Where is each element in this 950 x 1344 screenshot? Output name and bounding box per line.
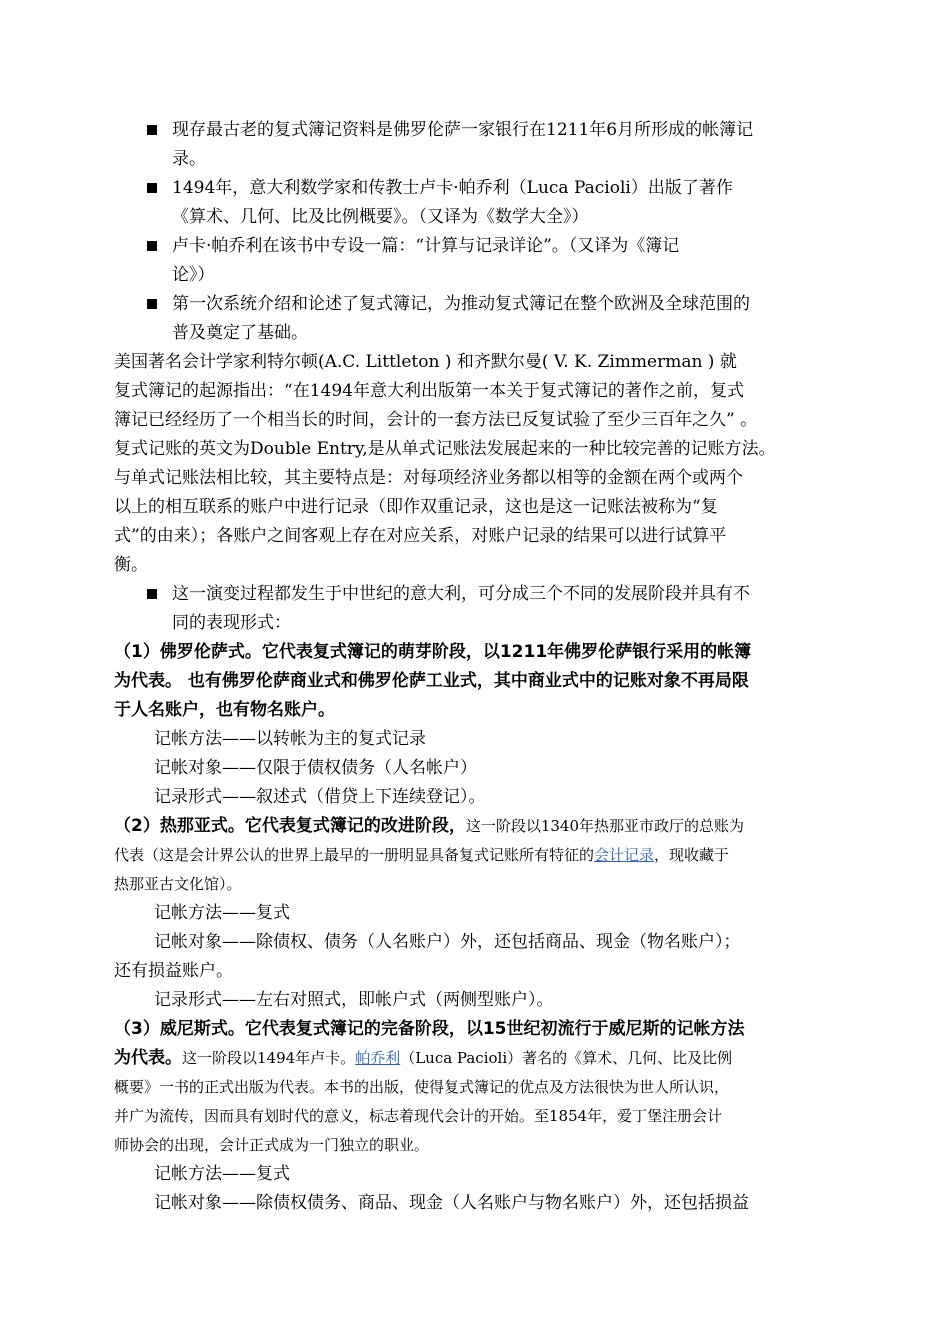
document-body (114, 116, 837, 1218)
stage3-line: 师协会的出现，会计正式成为一门独立的职业。 (114, 1136, 430, 1154)
stage2-line: 热那亚古文化馆）。 (114, 875, 242, 893)
bullet-line (114, 116, 837, 145)
stage1-heading: （1）佛罗伦萨式。它代表复式簿记的萌芽阶段，以1211年佛罗伦萨银行采用的帐簿 (114, 642, 752, 662)
bullet-line (114, 290, 837, 319)
stage3-line: 概要》一书的正式出版为代表。本书的出版，使得复式簿记的优点及方法很快为世人所认识， (114, 1078, 730, 1096)
bullet-text: 第一次系统介绍和论述了复式簿记，为推动复式簿记在整个欧洲及全球范围的 (172, 294, 750, 314)
bullet-line (114, 232, 837, 261)
paragraph-line: 美国著名会计学家利特尔顿(A.C. Littleton ) 和齐默尔曼( V. K. Zimmerman ) 就 (114, 352, 737, 372)
paragraph-line: 簿记已经经历了一个相当长的时间，会计的一套方法已反复试验了至少三百年之久” 。 (114, 410, 758, 430)
stage3-item: 记帐对象——除债权债务、商品、现金（人名账户与物名账户）外，还包括损益 (154, 1193, 749, 1213)
stage3-heading: （3）威尼斯式。它代表复式簿记的完备阶段，以15世纪初流行于威尼斯的记帐方法 (114, 1019, 745, 1039)
stage2-item: 记帐对象——除债权、债务（人名账户）外，还包括商品、现金（物名账户）； (154, 932, 741, 952)
stage2-heading (114, 812, 837, 841)
bullet-text: 现存最古老的复式簿记资料是佛罗伦萨一家银行在1211年6月所形成的帐簿记 (172, 120, 754, 140)
paragraph-line: 与单式记账法相比较，其主要特点是：对每项经济业务都以相等的金额在两个或两个 (114, 468, 743, 488)
bullet-text: 卢卡·帕乔利在该书中专设一篇：“计算与记录详论”。（又译为《簿记 (172, 236, 680, 256)
stage3-heading-bold: 为代表。 (114, 1048, 182, 1068)
bullet-line (114, 580, 837, 609)
bullet-continuation: 录。 (172, 149, 206, 169)
stage2-text: 代表（这是会计界公认的世界上最早的一册明显具备复式记账所有特征的 (114, 846, 595, 864)
stage2-item-continuation: 还有损益账户。 (114, 961, 233, 981)
bullet-continuation: 《算术、几何、比及比例概要》。（又译为《数学大全》） (172, 207, 589, 227)
paragraph-line: 复式记账的英文为Double Entry,是从单式记账法发展起来的一种比较完善的记账方法。 (114, 439, 776, 459)
pacioli-link[interactable]: 帕乔利 (355, 1049, 401, 1067)
bullet-continuation: 同的表现形式： (172, 613, 291, 633)
accounting-record-link[interactable]: 会计记录 (594, 846, 655, 864)
stage3-text: （Luca Pacioli）著名的《算术、几何、比及比例 (400, 1049, 733, 1067)
bullet-text: 这一演变过程都发生于中世纪的意大利，可分成三个不同的发展阶段并具有不 (172, 584, 750, 604)
stage1-item: 记帐对象——仅限于债权债务（人名帐户） (154, 758, 477, 778)
paragraph-line: 式”的由来）；各账户之间客观上存在对应关系，对账户记录的结果可以进行试算平 (114, 526, 727, 546)
bullet-line (114, 174, 837, 203)
stage3-line: 并广为流传，因而具有划时代的意义，标志着现代会计的开始。至1854年，爱丁堡注册会计 (114, 1107, 723, 1125)
stage1-item: 记录形式——叙述式（借贷上下连续登记）。 (154, 787, 486, 807)
stage2-line (114, 841, 837, 870)
square-bullet-icon (147, 125, 157, 135)
stage2-item: 记帐方法——复式 (154, 903, 290, 923)
bullet-continuation: 论》） (172, 265, 215, 285)
square-bullet-icon (147, 241, 157, 251)
stage2-text: ，现收藏于 (654, 846, 730, 864)
square-bullet-icon (147, 299, 157, 309)
stage1-heading: 于人名账户，也有物名账户。 (114, 700, 335, 720)
paragraph-line: 以上的相互联系的账户中进行记录（即作双重记录，这也是这一记账法被称为“复 (114, 497, 718, 517)
square-bullet-icon (147, 183, 157, 193)
stage3-heading-line2 (114, 1044, 837, 1073)
stage2-heading-bold: （2）热那亚式。它代表复式簿记的改进阶段， (114, 816, 466, 836)
paragraph-line: 复式簿记的起源指出：“在1494年意大利出版第一本关于复式簿记的著作之前，复式 (114, 381, 744, 401)
bullet-text: 1494年，意大利数学家和传教士卢卡·帕乔利（Luca Pacioli）出版了著作 (172, 178, 733, 198)
stage3-text: 这一阶段以1494年卢卡。 (182, 1049, 356, 1067)
stage2-heading-rest: 这一阶段以1340年热那亚市政厅的总账为 (465, 817, 745, 835)
paragraph-line: 衡。 (114, 555, 148, 575)
bullet-continuation: 普及奠定了基础。 (172, 323, 308, 343)
square-bullet-icon (147, 589, 157, 599)
stage3-item: 记帐方法——复式 (154, 1164, 290, 1184)
stage1-heading: 为代表。 也有佛罗伦萨商业式和佛罗伦萨工业式，其中商业式中的记账对象不再局限 (114, 671, 749, 691)
stage2-item: 记录形式——左右对照式，即帐户式（两侧型账户）。 (154, 990, 554, 1010)
stage1-item: 记帐方法——以转帐为主的复式记录 (154, 729, 426, 749)
